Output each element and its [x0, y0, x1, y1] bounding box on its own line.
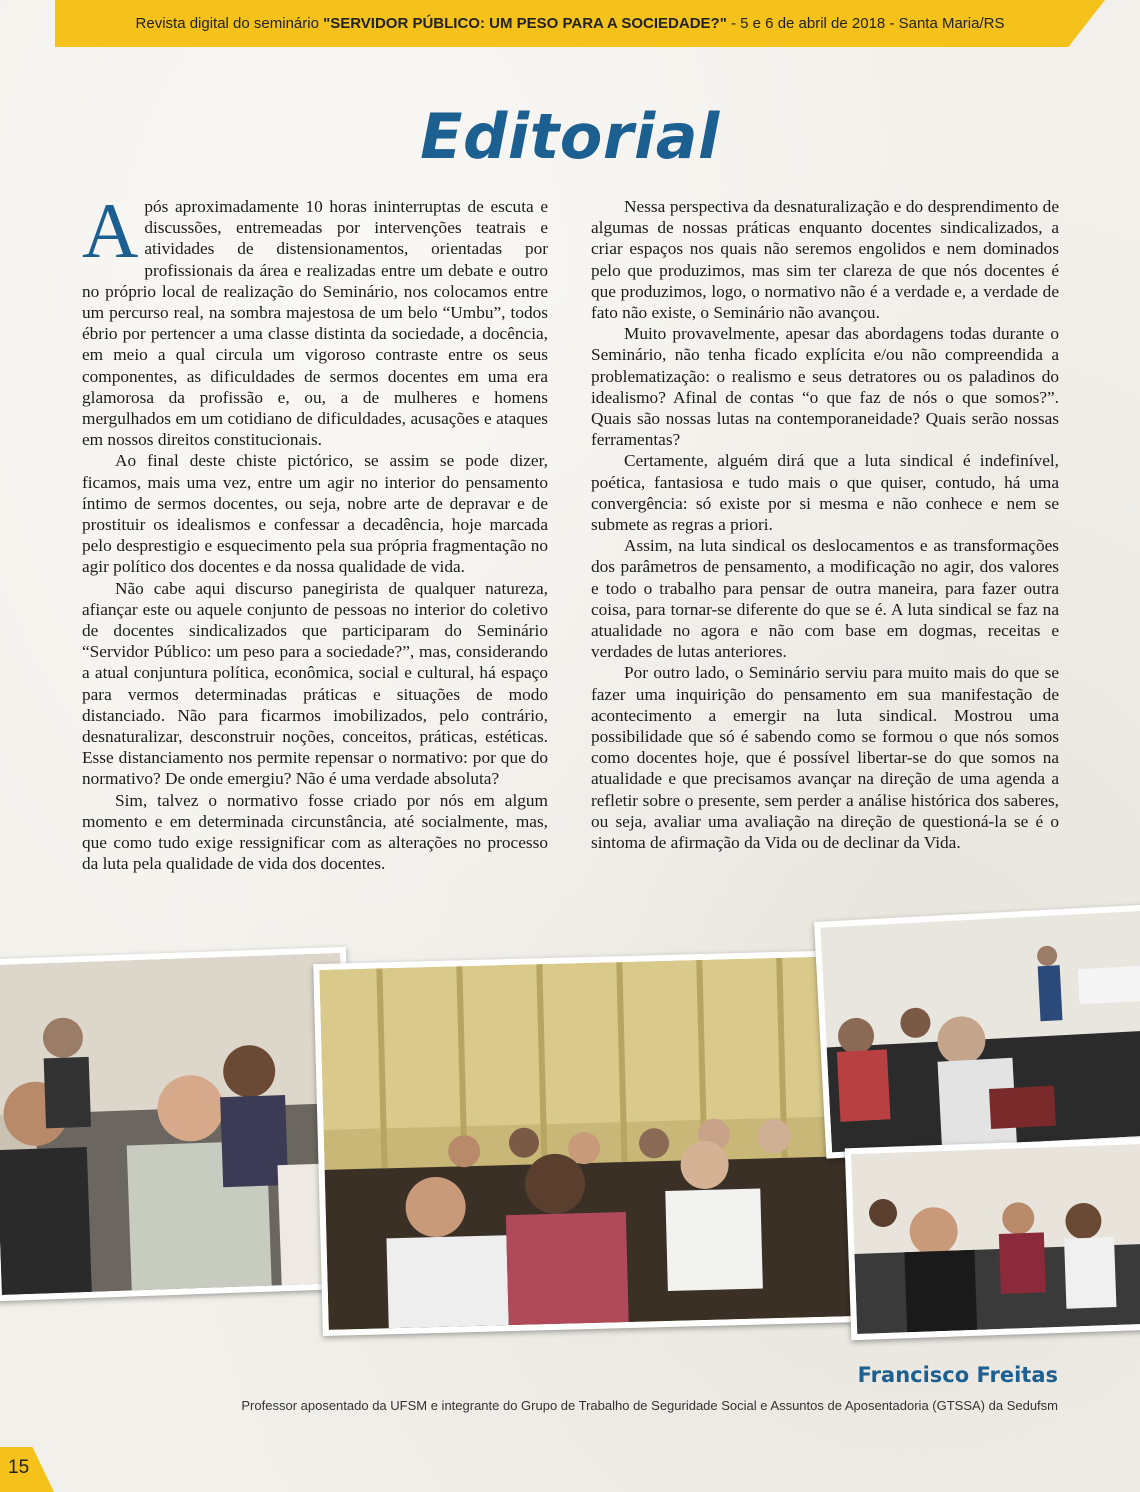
photo-audience-left	[0, 947, 358, 1301]
right-column	[591, 196, 1059, 853]
author-name: Francisco Freitas	[857, 1363, 1058, 1387]
paragraph: Muito provavelmente, apesar das abordagens todas durante o Seminário, não tenha ficado explícita e/ou não compreendida a problematização: o realismo e seus detratores ou os paladinos do idealismo? Afinal de contas “o que faz de nós o que somos?”. Quais são nossas lutas na contemporaneidade? Quais serão nossas ferramentas?	[591, 324, 1059, 450]
page-title: Editorial	[420, 100, 720, 173]
paragraph: Não cabe aqui discurso panegirista de qualquer natureza, afiançar este ou aquele conjunto de pessoas no interior do coletivo de docentes sindicalizados que participaram do Seminário “Servidor Público: um peso para a sociedade?”, mas, considerando a atual conjuntura política, econômica, social e cultural, há espaço para vermos determinadas práticas e situações de modo distanciado. Não para ficarmos imobilizados, pelo contrário, desnaturalizar, desconstruir noções, conceitos, práticas, estéticas. Esse distanciamento nos permite repensar o normativo: por que do normativo? De onde emergiu? Não é uma verdade absoluta?	[82, 578, 548, 789]
paragraph: Assim, na luta sindical os deslocamentos e as transformações dos parâmetros de pensamento, a modificação no agir, dos valores e todo o trabalho para pensar de outra maneira, para fazer outra coisa, para tornar-se diferente do que se é. A luta sindical se faz na atualidade no agora e não com base em dogmas, receitas e verdades de lutas anteriores.	[591, 536, 1059, 662]
photo-speaker	[814, 904, 1140, 1158]
paragraph: Nessa perspectiva da desnaturalização e do desprendimento de algumas de nossas práticas enquanto docentes sindicalizados, a criar espaços nos quais não seremos engolidos e nem dominados pelo que produzimos, mas sim ter clareza de que nós docentes é que produzimos, logo, o normativo não é a verdade e, a verdade de fato não existe, o Seminário não avançou.	[591, 197, 1059, 323]
paragraph: Certamente, alguém dirá que a luta sindical é indefinível, poética, fantasiosa e tudo mais o que quiser, contudo, há uma convergência: só existe por si mesma e não conhece e nem se submete as regras a priori.	[591, 451, 1059, 535]
photo-audience-right	[845, 1138, 1140, 1340]
header-text: Revista digital do seminário "SERVIDOR PÚBLICO: UM PESO PARA A SOCIEDADE?" - 5 e 6 de abril de 2018 - Santa Maria/RS	[135, 15, 1005, 32]
page-number: 15	[8, 1457, 30, 1478]
left-column	[82, 187, 548, 875]
paragraph: Sim, talvez o normativo fosse criado por nós em algum momento e em determinada circunstância, até socialmente, mas, que como tudo exige ressignificar com as alterações no processo da luta pela qualidade de vida dos docentes.	[82, 790, 548, 874]
paragraph: Após aproximadamente 10 horas ininterruptas de escuta e discussões, entremeadas por intervenções teatrais e atividades de distensionamentos, orientadas por profissionais da área e realizadas entre um debate e outro no próprio local de realização do Seminário, nos colocamos entre um percurso real, na sombra majestosa de um belo “Umbu”, todos ébrio por pertencer a uma classe distinta da sociedade, a docência, em meio a qual circula um vigoroso contraste entre os seus componentes, as dificuldades de sermos docentes em uma era glamorosa da profissão e, ou, a de mulheres e homens mergulhados em um cotidiano de dificuldades, acusações e ataques em nossos direitos constitucionais.	[82, 187, 548, 450]
photo-audience-center	[313, 950, 865, 1336]
drop-cap: A	[82, 187, 139, 274]
seminar-title: "SERVIDOR PÚBLICO: UM PESO PARA A SOCIEDADE?"	[323, 15, 727, 32]
photo-collage	[0, 905, 1140, 1325]
paragraph: Ao final deste chiste pictórico, se assim se pode dizer, ficamos, mais uma vez, entre um agir no interior do pensamento íntimo de sermos docentes, ou seja, nobre arte de depravar e de prostituir os idealismos e confessar a decadência, hoje marcada pelo desprestigio e esquecimento pela sua própria fragmentação no agir político dos docentes e da nossa qualidade de vida.	[82, 451, 548, 577]
paragraph: Por outro lado, o Seminário serviu para muito mais do que se fazer uma inquirição do pensamento em sua manifestação de acontecimento a emergir na luta sindical. Mostrou uma possibilidade que só é sabendo como se formou o que nós somos como docentes hoje, que é possível libertar-se do que somos na atualidade e que precisamos avançar na direção de uma agenda a refletir sobre o presente, sem perder a análise histórica dos saberes, ou seja, avaliar uma avaliação na direção de questioná-la se é o sintoma de afirmação da Vida ou de declinar da Vida.	[591, 663, 1059, 853]
author-description: Professor aposentado da UFSM e integrante do Grupo de Trabalho de Seguridade Social e Assuntos de Aposentadoria (GTSSA) da Sedufsm	[241, 1398, 1058, 1413]
